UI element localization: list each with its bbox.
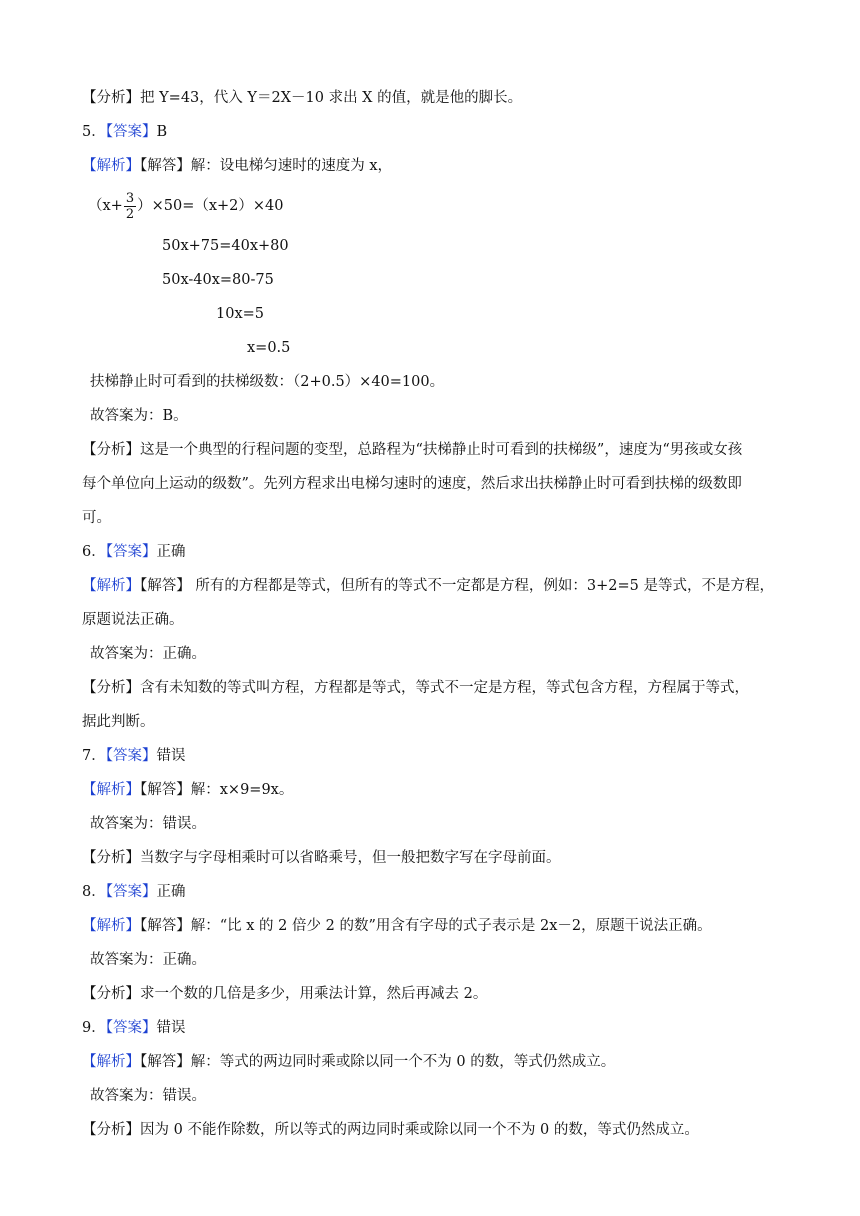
q5-analysis-line-1: 【分析】这是一个典型的行程问题的变型，总路程为“扶梯静止时可看到的扶梯级”，速度为“男孩或女孩 — [82, 442, 743, 458]
q6-conclusion: 故答案为：正确。 — [90, 646, 206, 662]
q6-analysis-line-2: 据此判断。 — [82, 714, 155, 730]
q6-solution-line-1: 【解析】【解答】 所有的方程都是等式，但所有的等式不一定都是方程，例如：3+2=5 是等式，不是方程， — [82, 578, 774, 594]
q8-analysis: 【分析】求一个数的几倍是多少，用乘法计算，然后再减去 2。 — [82, 986, 488, 1002]
answer-tag: 【答案】 — [105, 748, 157, 764]
q6-solution-line-2: 原题说法正确。 — [82, 612, 184, 628]
q7-solution: 【解析】【解答】解：x×9=9x。 — [82, 782, 294, 798]
answer-tag: 【答案】 — [105, 544, 157, 560]
q9-number: 9． — [82, 1020, 106, 1036]
q9-analysis: 【分析】因为 0 不能作除数，所以等式的两边同时乘或除以同一个不为 0 的数，等式仍然成立。 — [82, 1122, 699, 1138]
q5-equation-1: （x+ $\frac{3}{2}$ ）×50=（x+2）×40 — [88, 190, 284, 222]
q4-analysis — [82, 88, 522, 108]
fraction-three-halves: $\frac{3}{2}$ — [125, 190, 135, 222]
q7-conclusion: 故答案为：错误。 — [90, 816, 206, 832]
q5-conclusion: 故答案为：B。 — [90, 408, 188, 424]
q8-answer: 正确 — [156, 884, 186, 900]
q9-solution: 【解析】【解答】解：等式的两边同时乘或除以同一个不为 0 的数，等式仍然成立。 — [82, 1054, 616, 1070]
q5-analysis-line-3: 可。 — [82, 510, 111, 526]
q9-conclusion: 故答案为：错误。 — [90, 1088, 206, 1104]
analysis-tag: 【分析】 — [82, 90, 140, 106]
q5-equation-3: 50x-40x=80-75 — [162, 272, 274, 288]
jieda-tag: 【解答】 — [140, 782, 191, 798]
analysis-tag: 【分析】 — [82, 850, 140, 866]
q5-answer-line — [82, 122, 167, 142]
q5-solve-intro: 解：设电梯匀速时的速度为 x， — [190, 158, 393, 174]
q7-analysis: 【分析】当数字与字母相乘时可以省略乘号，但一般把数字写在字母前面。 — [82, 850, 561, 866]
q9-answer-line — [82, 1018, 185, 1038]
answer-tag: 【答案】 — [105, 1020, 157, 1036]
q7-answer: 错误 — [156, 748, 186, 764]
q5-equation-2: 50x+75=40x+80 — [162, 238, 289, 254]
jieda-tag: 【解答】 — [140, 158, 191, 174]
q6-answer-line — [82, 542, 185, 562]
q5-equation-5: x=0.5 — [247, 340, 291, 356]
q8-conclusion: 故答案为：正确。 — [90, 952, 206, 968]
jiexi-tag: 【解析】 — [82, 578, 140, 594]
q5-equation-4: 10x=5 — [216, 306, 265, 322]
analysis-tag: 【分析】 — [82, 1122, 140, 1138]
q7-number: 7． — [82, 748, 106, 764]
jieda-tag: 【解答】 — [140, 918, 191, 934]
q8-solution: 【解析】【解答】解：“比 x 的 2 倍少 2 的数”用含有字母的式子表示是 2x－2，原题干说法正确。 — [82, 918, 712, 934]
answer-tag: 【答案】 — [105, 884, 157, 900]
answer-tag: 【答案】 — [105, 124, 157, 140]
q7-answer-line — [82, 746, 185, 766]
analysis-tag: 【分析】 — [82, 986, 140, 1002]
q8-answer-line — [82, 882, 185, 902]
jiexi-tag: 【解析】 — [82, 782, 140, 798]
analysis-tag: 【分析】 — [82, 442, 140, 458]
jiexi-tag: 【解析】 — [82, 918, 140, 934]
jieda-tag: 【解答】 — [140, 578, 191, 594]
q5-answer: B — [156, 124, 168, 140]
jiexi-tag: 【解析】 — [82, 158, 140, 174]
q5-result: 扶梯静止时可看到的扶梯级数：（2+0.5）×40=100。 — [90, 374, 445, 390]
q9-answer: 错误 — [156, 1020, 186, 1036]
q6-analysis-line-1: 【分析】含有未知数的等式叫方程，方程都是等式，等式不一定是方程，等式包含方程，方程属于等式， — [82, 680, 749, 696]
q5-analysis-line-2: 每个单位向上运动的级数”。先列方程求出电梯匀速时的速度，然后求出扶梯静止时可看到扶梯的级数即 — [82, 476, 742, 492]
q5-number: 5． — [82, 124, 106, 140]
q5-solution-intro — [82, 156, 392, 176]
q6-answer: 正确 — [156, 544, 186, 560]
q4-analysis-text: 把 Y=43，代入 Y＝2X－10 求出 X 的值，就是他的脚长。 — [140, 90, 523, 106]
jieda-tag: 【解答】 — [140, 1054, 191, 1070]
jiexi-tag: 【解析】 — [82, 1054, 140, 1070]
analysis-tag: 【分析】 — [82, 680, 140, 696]
q6-number: 6． — [82, 544, 106, 560]
q8-number: 8． — [82, 884, 106, 900]
